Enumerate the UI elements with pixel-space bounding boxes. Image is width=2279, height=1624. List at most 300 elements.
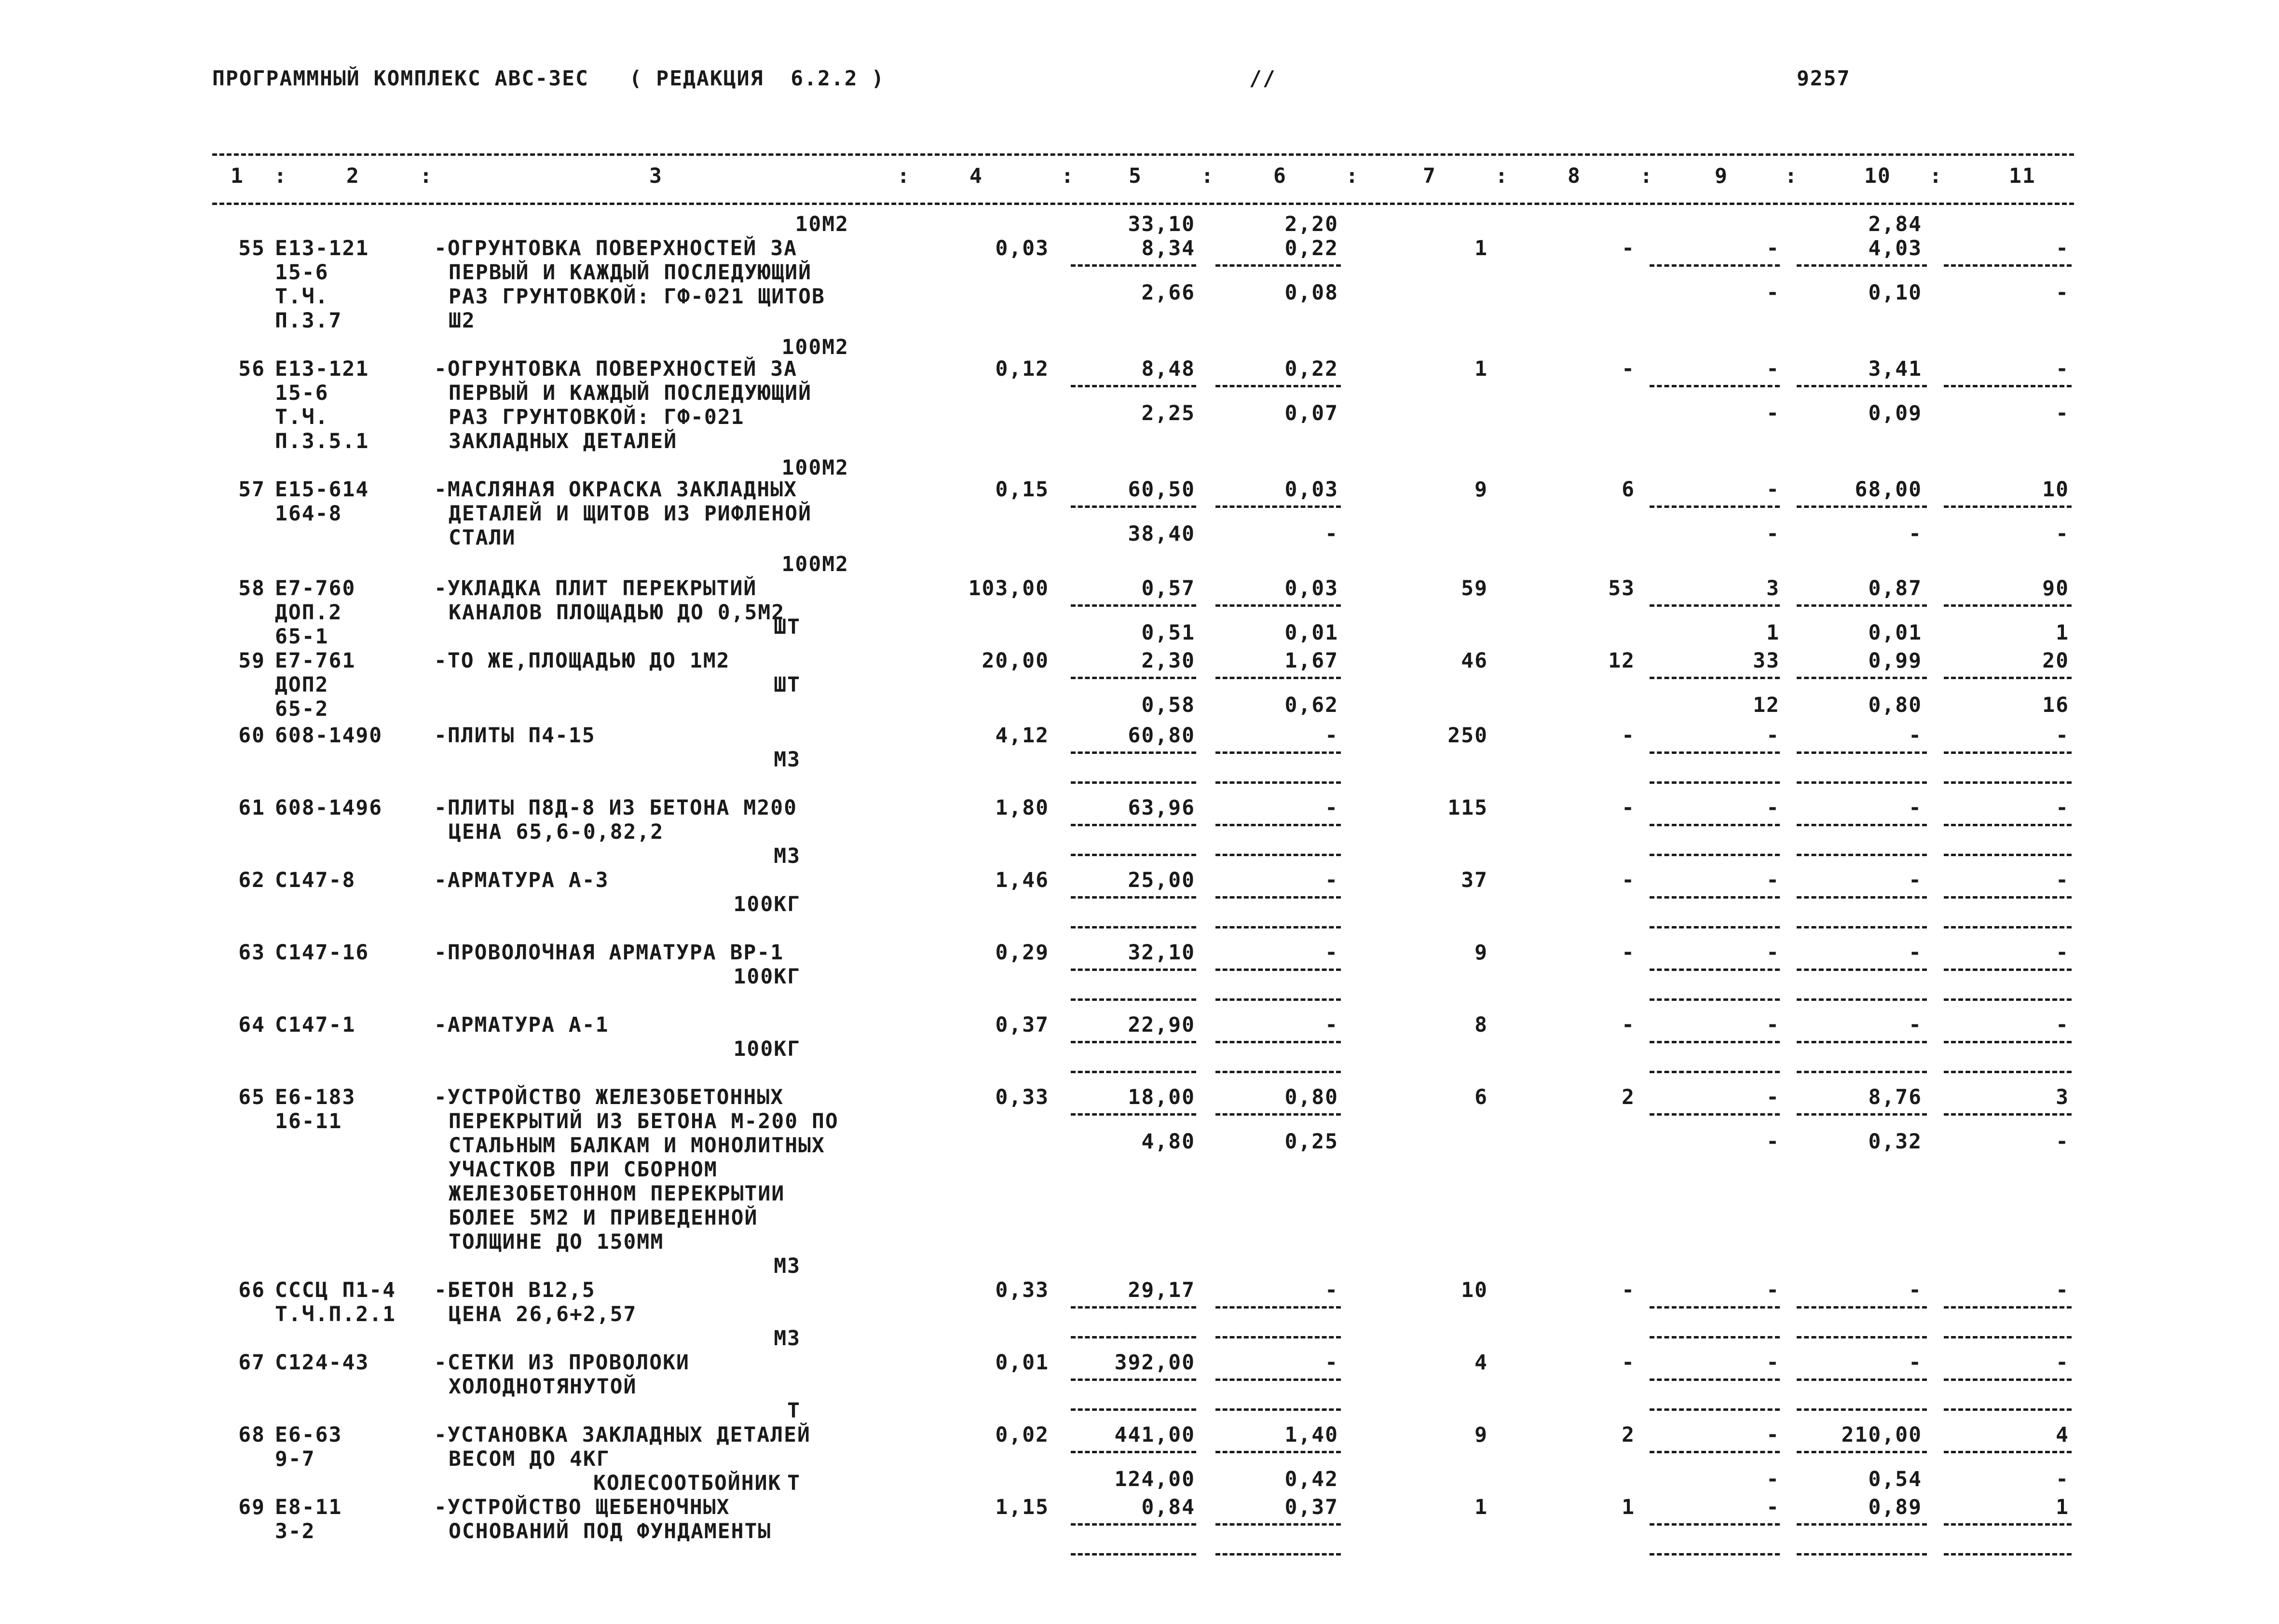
unit-label: 100М2: [781, 552, 849, 576]
cell-c7: 10: [1461, 1278, 1488, 1302]
cell-rule: [1797, 969, 1927, 971]
row-description: СТАЛИ: [449, 526, 516, 550]
cell-rule: [1797, 1408, 1927, 1411]
row-code: Т.Ч.: [275, 405, 329, 429]
row-description: ОСНОВАНИЙ ПОД ФУНДАМЕНТЫ: [449, 1519, 772, 1543]
cell-c5: 392,00: [1114, 1351, 1195, 1375]
unit-label: М3: [774, 1326, 801, 1351]
cell-c5: 29,17: [1128, 1278, 1195, 1302]
cell-c9: -: [1766, 796, 1780, 820]
cell-rule: [1071, 1041, 1196, 1043]
cell-c10-second: 0,80: [1868, 693, 1922, 717]
cell-c7: 9: [1474, 941, 1488, 965]
cell-c7: 9: [1474, 478, 1488, 502]
cell-rule: [1944, 751, 2072, 754]
cell-rule: [1944, 677, 2072, 679]
cell-rule: [1650, 896, 1780, 899]
cell-c8: 53: [1608, 576, 1635, 600]
column-header-11: 11: [2009, 164, 2036, 188]
cell-c9: -: [1766, 868, 1780, 892]
row-number: 56: [238, 357, 265, 381]
row-code: 65-1: [275, 625, 329, 649]
cell-rule: [1944, 1041, 2072, 1043]
cell-c4: 1,46: [995, 868, 1049, 892]
cell-c9: -: [1766, 1495, 1780, 1519]
cell-rule: [1797, 1336, 1927, 1338]
cell-rule: [1797, 1378, 1927, 1381]
cell-rule: [1215, 1336, 1341, 1338]
column-separator: :: [1929, 164, 1943, 188]
cell-c7: 9: [1474, 1423, 1488, 1447]
cell-rule: [1944, 1336, 2072, 1338]
column-header-9: 9: [1715, 164, 1728, 188]
cell-rule: [1650, 264, 1780, 267]
column-separator: :: [1201, 164, 1215, 188]
cell-c5: 60,50: [1128, 478, 1195, 502]
cell-c4: 0,15: [995, 478, 1049, 502]
cell-c5-second: 4,80: [1141, 1130, 1195, 1154]
column-separator: :: [274, 164, 287, 188]
cell-c8: -: [1622, 236, 1635, 260]
cell-rule: [1650, 1451, 1780, 1453]
cell-rule: [1797, 505, 1927, 508]
cell-c7: 4: [1474, 1351, 1488, 1375]
row-description: ПЕРВЫЙ И КАЖДЫЙ ПОСЛЕДУЮЩИЙ: [449, 381, 812, 405]
cell-rule: [1215, 969, 1341, 971]
cell-rule: [1215, 854, 1341, 856]
cell-rule: [1650, 1378, 1780, 1381]
row-description: КАНАЛОВ ПЛОЩАДЬЮ ДО 0,5М2: [449, 600, 785, 625]
row-description: РАЗ ГРУНТОВКОЙ: ГФ-021: [449, 405, 745, 429]
cell-rule: [1650, 1113, 1780, 1116]
cell-c8: -: [1622, 868, 1635, 892]
column-separator: :: [1061, 164, 1075, 188]
cell-c8: 6: [1622, 478, 1635, 502]
cell-c7: 115: [1447, 796, 1488, 820]
row-description: -БЕТОН В12,5: [434, 1278, 596, 1302]
cell-c9: -: [1766, 478, 1780, 502]
cell-rule: [1215, 1408, 1341, 1411]
unit-label: 100КГ: [733, 965, 801, 989]
cell-c4: 103,00: [968, 576, 1049, 600]
row-description: -УСТРОЙСТВО ЩЕБЕНОЧНЫХ: [434, 1495, 730, 1519]
cell-c11-second: 1: [2056, 621, 2069, 645]
cell-c5: 60,80: [1128, 723, 1195, 748]
cell-rule: [1650, 1306, 1780, 1309]
unit-label: М3: [774, 1254, 801, 1278]
row-description: -ТО ЖЕ,ПЛОЩАДЬЮ ДО 1М2: [434, 649, 730, 673]
row-description: БОЛЕЕ 5М2 И ПРИВЕДЕННОЙ: [449, 1206, 758, 1230]
cell-rule: [1215, 824, 1341, 826]
cell-c11: 20: [2042, 649, 2069, 673]
cell-c6-second: -: [1325, 522, 1338, 546]
row-description: -АРМАТУРА А-3: [434, 868, 609, 892]
cell-rule: [1650, 998, 1780, 1001]
cell-c10-top: 2,84: [1868, 212, 1922, 236]
cell-c10: -: [1909, 1351, 1922, 1375]
row-description: ХОЛОДНОТЯНУТОЙ: [449, 1375, 637, 1399]
page-number: 9257: [1797, 67, 1851, 91]
row-code: Е7-760: [275, 576, 356, 600]
cell-c4: 0,37: [995, 1013, 1049, 1037]
cell-rule: [1215, 1113, 1341, 1116]
cell-c6-second: 0,42: [1284, 1467, 1338, 1491]
cell-rule: [1650, 1041, 1780, 1043]
cell-c6: 0,22: [1284, 236, 1338, 260]
cell-rule: [1071, 264, 1196, 267]
row-code: 16-11: [275, 1109, 342, 1133]
cell-c11: -: [2056, 868, 2069, 892]
row-code: ДОП2: [275, 673, 329, 697]
column-separator: :: [897, 164, 911, 188]
cell-rule: [1215, 781, 1341, 784]
cell-c5-top: 33,10: [1128, 212, 1195, 236]
cell-c9-second: -: [1766, 401, 1780, 425]
cell-c7: 8: [1474, 1013, 1488, 1037]
cell-rule: [1944, 1113, 2072, 1116]
cell-c9: -: [1766, 1278, 1780, 1302]
cell-rule: [1650, 926, 1780, 928]
cell-c7: 1: [1474, 236, 1488, 260]
table-header-rule: [212, 203, 2074, 205]
row-number: 68: [238, 1423, 265, 1447]
cell-c8: -: [1622, 1351, 1635, 1375]
cell-c11: -: [2056, 1278, 2069, 1302]
cell-rule: [1797, 1113, 1927, 1116]
row-code: 608-1490: [275, 723, 383, 748]
cell-c4: 0,02: [995, 1423, 1049, 1447]
cell-c9: 3: [1766, 576, 1780, 600]
column-header-10: 10: [1864, 164, 1891, 188]
cell-rule: [1071, 1451, 1196, 1453]
cell-rule: [1071, 896, 1196, 899]
cell-rule: [1944, 264, 2072, 267]
row-description: ПЕРЕКРЫТИЙ ИЗ БЕТОНА М-200 ПО: [449, 1109, 839, 1133]
cell-rule: [1215, 677, 1341, 679]
row-code: 9-7: [275, 1447, 315, 1471]
unit-label: 100М2: [781, 456, 849, 480]
cell-rule: [1215, 751, 1341, 754]
cell-rule: [1944, 896, 2072, 899]
unit-label: Т: [787, 1399, 801, 1423]
cell-c8: -: [1622, 941, 1635, 965]
cell-c7: 6: [1474, 1085, 1488, 1109]
cell-c6: 0,37: [1284, 1495, 1338, 1519]
cell-rule: [1071, 969, 1196, 971]
program-header: ПРОГРАММНЫЙ КОМПЛЕКС АВС-3ЕС ( РЕДАКЦИЯ 6.2.2 ): [212, 67, 885, 91]
column-header-4: 4: [969, 164, 983, 188]
cell-c10-second: 0,01: [1868, 621, 1922, 645]
cell-c10: -: [1909, 941, 1922, 965]
cell-c5: 8,34: [1141, 236, 1195, 260]
cell-c5: 8,48: [1141, 357, 1195, 381]
cell-rule: [1071, 677, 1196, 679]
cell-rule: [1650, 677, 1780, 679]
cell-c9-second: 12: [1753, 693, 1780, 717]
cell-c7: 1: [1474, 357, 1488, 381]
cell-c4: 20,00: [982, 649, 1049, 673]
cell-c6: 0,22: [1284, 357, 1338, 381]
row-code: 15-6: [275, 260, 329, 285]
cell-c9-second: -: [1766, 281, 1780, 305]
cell-rule: [1797, 751, 1927, 754]
cell-c6: 0,03: [1284, 576, 1338, 600]
cell-c11: 90: [2042, 576, 2069, 600]
cell-rule: [1071, 1408, 1196, 1411]
cell-rule: [1944, 1523, 2072, 1526]
cell-rule: [1944, 1306, 2072, 1309]
unit-label: 100КГ: [733, 1037, 801, 1061]
cell-rule: [1650, 505, 1780, 508]
cell-c5-second: 0,51: [1141, 621, 1195, 645]
cell-c7: 1: [1474, 1495, 1488, 1519]
row-description: ЖЕЛЕЗОБЕТОННОМ ПЕРЕКРЫТИИ: [449, 1182, 785, 1206]
row-description: -СЕТКИ ИЗ ПРОВОЛОКИ: [434, 1351, 690, 1375]
row-number: 62: [238, 868, 265, 892]
cell-c4: 0,33: [995, 1085, 1049, 1109]
cell-c6: -: [1325, 1351, 1338, 1375]
cell-c9: -: [1766, 357, 1780, 381]
row-description: -ПРОВОЛОЧНАЯ АРМАТУРА ВР-1: [434, 941, 784, 965]
cell-c11-second: -: [2056, 401, 2069, 425]
cell-rule: [1650, 385, 1780, 387]
cell-rule: [1797, 781, 1927, 784]
row-description: РАЗ ГРУНТОВКОЙ: ГФ-021 ЩИТОВ: [449, 285, 825, 309]
row-description: -АРМАТУРА А-1: [434, 1013, 609, 1037]
row-code: С147-16: [275, 941, 369, 965]
cell-c6: -: [1325, 723, 1338, 748]
cell-c5-second: 124,00: [1114, 1467, 1195, 1491]
cell-c10: 4,03: [1868, 236, 1922, 260]
cell-rule: [1797, 264, 1927, 267]
cell-c5: 18,00: [1128, 1085, 1195, 1109]
cell-rule: [1797, 385, 1927, 387]
cell-rule: [1797, 1041, 1927, 1043]
cell-c9: -: [1766, 1013, 1780, 1037]
row-number: 60: [238, 723, 265, 748]
cell-c4: 4,12: [995, 723, 1049, 748]
cell-c6: -: [1325, 941, 1338, 965]
cell-c11: -: [2056, 1013, 2069, 1037]
cell-c11-second: -: [2056, 1467, 2069, 1491]
cell-c5-second: 0,58: [1141, 693, 1195, 717]
cell-rule: [1944, 505, 2072, 508]
cell-c10: -: [1909, 723, 1922, 748]
cell-rule: [1797, 1553, 1927, 1556]
cell-c5: 0,84: [1141, 1495, 1195, 1519]
cell-rule: [1071, 1306, 1196, 1309]
cell-c11: -: [2056, 941, 2069, 965]
cell-c11: -: [2056, 357, 2069, 381]
row-code: Е6-63: [275, 1423, 342, 1447]
row-code: П.3.5.1: [275, 429, 369, 453]
row-code: С147-1: [275, 1013, 356, 1037]
column-header-6: 6: [1273, 164, 1287, 188]
row-number: 61: [238, 796, 265, 820]
cell-rule: [1650, 969, 1780, 971]
cell-rule: [1215, 1523, 1341, 1526]
cell-c5: 2,30: [1141, 649, 1195, 673]
unit-label: М3: [774, 844, 801, 868]
cell-c5: 22,90: [1128, 1013, 1195, 1037]
row-description: Ш2: [449, 309, 476, 333]
cell-c8: 1: [1622, 1495, 1635, 1519]
cell-rule: [1944, 781, 2072, 784]
cell-c11: -: [2056, 796, 2069, 820]
cell-c9: -: [1766, 723, 1780, 748]
row-code: Е8-11: [275, 1495, 342, 1519]
cell-rule: [1215, 264, 1341, 267]
row-code: Т.Ч.: [275, 285, 329, 309]
row-description: ЗАКЛАДНЫХ ДЕТАЛЕЙ: [449, 429, 678, 453]
cell-rule: [1215, 1306, 1341, 1309]
row-code: Е15-614: [275, 478, 369, 502]
cell-c4: 1,15: [995, 1495, 1049, 1519]
row-code: П.3.7: [275, 309, 342, 333]
cell-c10-second: -: [1909, 522, 1922, 546]
row-description: -МАСЛЯНАЯ ОКРАСКА ЗАКЛАДНЫХ: [434, 478, 797, 502]
cell-c4: 0,29: [995, 941, 1049, 965]
row-code: 164-8: [275, 502, 342, 526]
cell-rule: [1071, 1071, 1196, 1073]
row-code: С124-43: [275, 1351, 369, 1375]
cell-rule: [1215, 1071, 1341, 1073]
cell-c11: 3: [2056, 1085, 2069, 1109]
row-code: Е6-183: [275, 1085, 356, 1109]
unit-label: Т: [787, 1471, 801, 1495]
cell-c6-top: 2,20: [1284, 212, 1338, 236]
cell-c6: 0,80: [1284, 1085, 1338, 1109]
row-description: УЧАСТКОВ ПРИ СБОРНОМ: [449, 1158, 718, 1182]
unit-label: 100М2: [781, 335, 849, 359]
cell-c10: 68,00: [1855, 478, 1922, 502]
row-number: 69: [238, 1495, 265, 1519]
cell-c10: 210,00: [1841, 1423, 1922, 1447]
row-description: ПЕРВЫЙ И КАЖДЫЙ ПОСЛЕДУЮЩИЙ: [449, 260, 812, 285]
cell-c11: -: [2056, 723, 2069, 748]
cell-rule: [1944, 385, 2072, 387]
cell-rule: [1215, 1553, 1341, 1556]
row-number: 63: [238, 941, 265, 965]
cell-rule: [1071, 1378, 1196, 1381]
row-code: Е13-121: [275, 236, 369, 260]
cell-rule: [1071, 1113, 1196, 1116]
cell-rule: [1944, 926, 2072, 928]
cell-c9: -: [1766, 1085, 1780, 1109]
cell-c8: 2: [1622, 1423, 1635, 1447]
row-description: -УСТРОЙСТВО ЖЕЛЕЗОБЕТОННЫХ: [434, 1085, 784, 1109]
column-separator: :: [1346, 164, 1359, 188]
cell-c10: 0,87: [1868, 576, 1922, 600]
row-code: Е13-121: [275, 357, 369, 381]
cell-c5: 441,00: [1114, 1423, 1195, 1447]
page-mark: //: [1249, 67, 1276, 91]
unit-label: ШТ: [774, 673, 801, 697]
cell-rule: [1797, 1523, 1927, 1526]
cell-rule: [1071, 854, 1196, 856]
cell-c5: 25,00: [1128, 868, 1195, 892]
row-description: -УКЛАДКА ПЛИТ ПЕРЕКРЫТИЙ: [434, 576, 757, 600]
row-description: ВЕСОМ ДО 4КГ: [449, 1447, 610, 1471]
cell-rule: [1797, 824, 1927, 826]
cell-c4: 0,03: [995, 236, 1049, 260]
row-number: 55: [238, 236, 265, 260]
cell-c4: 0,33: [995, 1278, 1049, 1302]
column-separator: :: [1640, 164, 1653, 188]
row-description: -ПЛИТЫ П4-15: [434, 723, 596, 748]
cell-c9-second: -: [1766, 1467, 1780, 1491]
cell-c10: 8,76: [1868, 1085, 1922, 1109]
cell-rule: [1944, 604, 2072, 607]
cell-c10-second: 0,54: [1868, 1467, 1922, 1491]
cell-rule: [1071, 1523, 1196, 1526]
cell-rule: [1071, 385, 1196, 387]
cell-c10-second: 0,32: [1868, 1130, 1922, 1154]
cell-c7: 250: [1447, 723, 1488, 748]
cell-c10: -: [1909, 796, 1922, 820]
unit-label: 10М2: [795, 212, 849, 236]
cell-c11-second: 16: [2042, 693, 2069, 717]
cell-rule: [1071, 604, 1196, 607]
unit-label: М3: [774, 748, 801, 772]
column-header-7: 7: [1423, 164, 1436, 188]
cell-c11-second: -: [2056, 522, 2069, 546]
cell-c8: 2: [1622, 1085, 1635, 1109]
cell-c11: 1: [2056, 1495, 2069, 1519]
cell-rule: [1650, 854, 1780, 856]
cell-c10: -: [1909, 868, 1922, 892]
cell-rule: [1215, 1378, 1341, 1381]
row-number: 66: [238, 1278, 265, 1302]
cell-rule: [1650, 781, 1780, 784]
cell-c10-second: 0,10: [1868, 281, 1922, 305]
row-number: 67: [238, 1351, 265, 1375]
cell-c6-second: 0,08: [1284, 281, 1338, 305]
column-separator: :: [1495, 164, 1509, 188]
column-header-3: 3: [649, 164, 663, 188]
cell-rule: [1797, 1451, 1927, 1453]
cell-c6-second: 0,25: [1284, 1130, 1338, 1154]
cell-c5-second: 2,25: [1141, 401, 1195, 425]
cell-rule: [1071, 781, 1196, 784]
cell-c7: 46: [1461, 649, 1488, 673]
cell-c11-second: -: [2056, 281, 2069, 305]
cell-c11: 10: [2042, 478, 2069, 502]
row-code: С147-8: [275, 868, 356, 892]
cell-c5: 63,96: [1128, 796, 1195, 820]
cell-rule: [1071, 505, 1196, 508]
unit-label: ШТ: [774, 615, 801, 639]
row-code: 15-6: [275, 381, 329, 405]
cell-c11: -: [2056, 1351, 2069, 1375]
cell-c9-second: -: [1766, 522, 1780, 546]
row-code: 65-2: [275, 697, 329, 721]
cell-rule: [1071, 926, 1196, 928]
cell-c6: -: [1325, 796, 1338, 820]
column-header-1: 1: [231, 164, 244, 188]
row-description: -ПЛИТЫ П8Д-8 ИЗ БЕТОНА М200: [434, 796, 797, 820]
cell-rule: [1797, 604, 1927, 607]
row-code: 608-1496: [275, 796, 383, 820]
cell-c5-second: 38,40: [1128, 522, 1195, 546]
cell-c6: -: [1325, 1013, 1338, 1037]
cell-c6-second: 0,62: [1284, 693, 1338, 717]
row-description: ТОЛЩИНЕ ДО 150ММ: [449, 1230, 664, 1254]
row-description: -ОГРУНТОВКА ПОВЕРХНОСТЕЙ ЗА: [434, 357, 797, 381]
cell-c7: 37: [1461, 868, 1488, 892]
cell-rule: [1215, 998, 1341, 1001]
row-description: СТАЛЬНЫМ БАЛКАМ И МОНОЛИТНЫХ: [449, 1133, 825, 1158]
